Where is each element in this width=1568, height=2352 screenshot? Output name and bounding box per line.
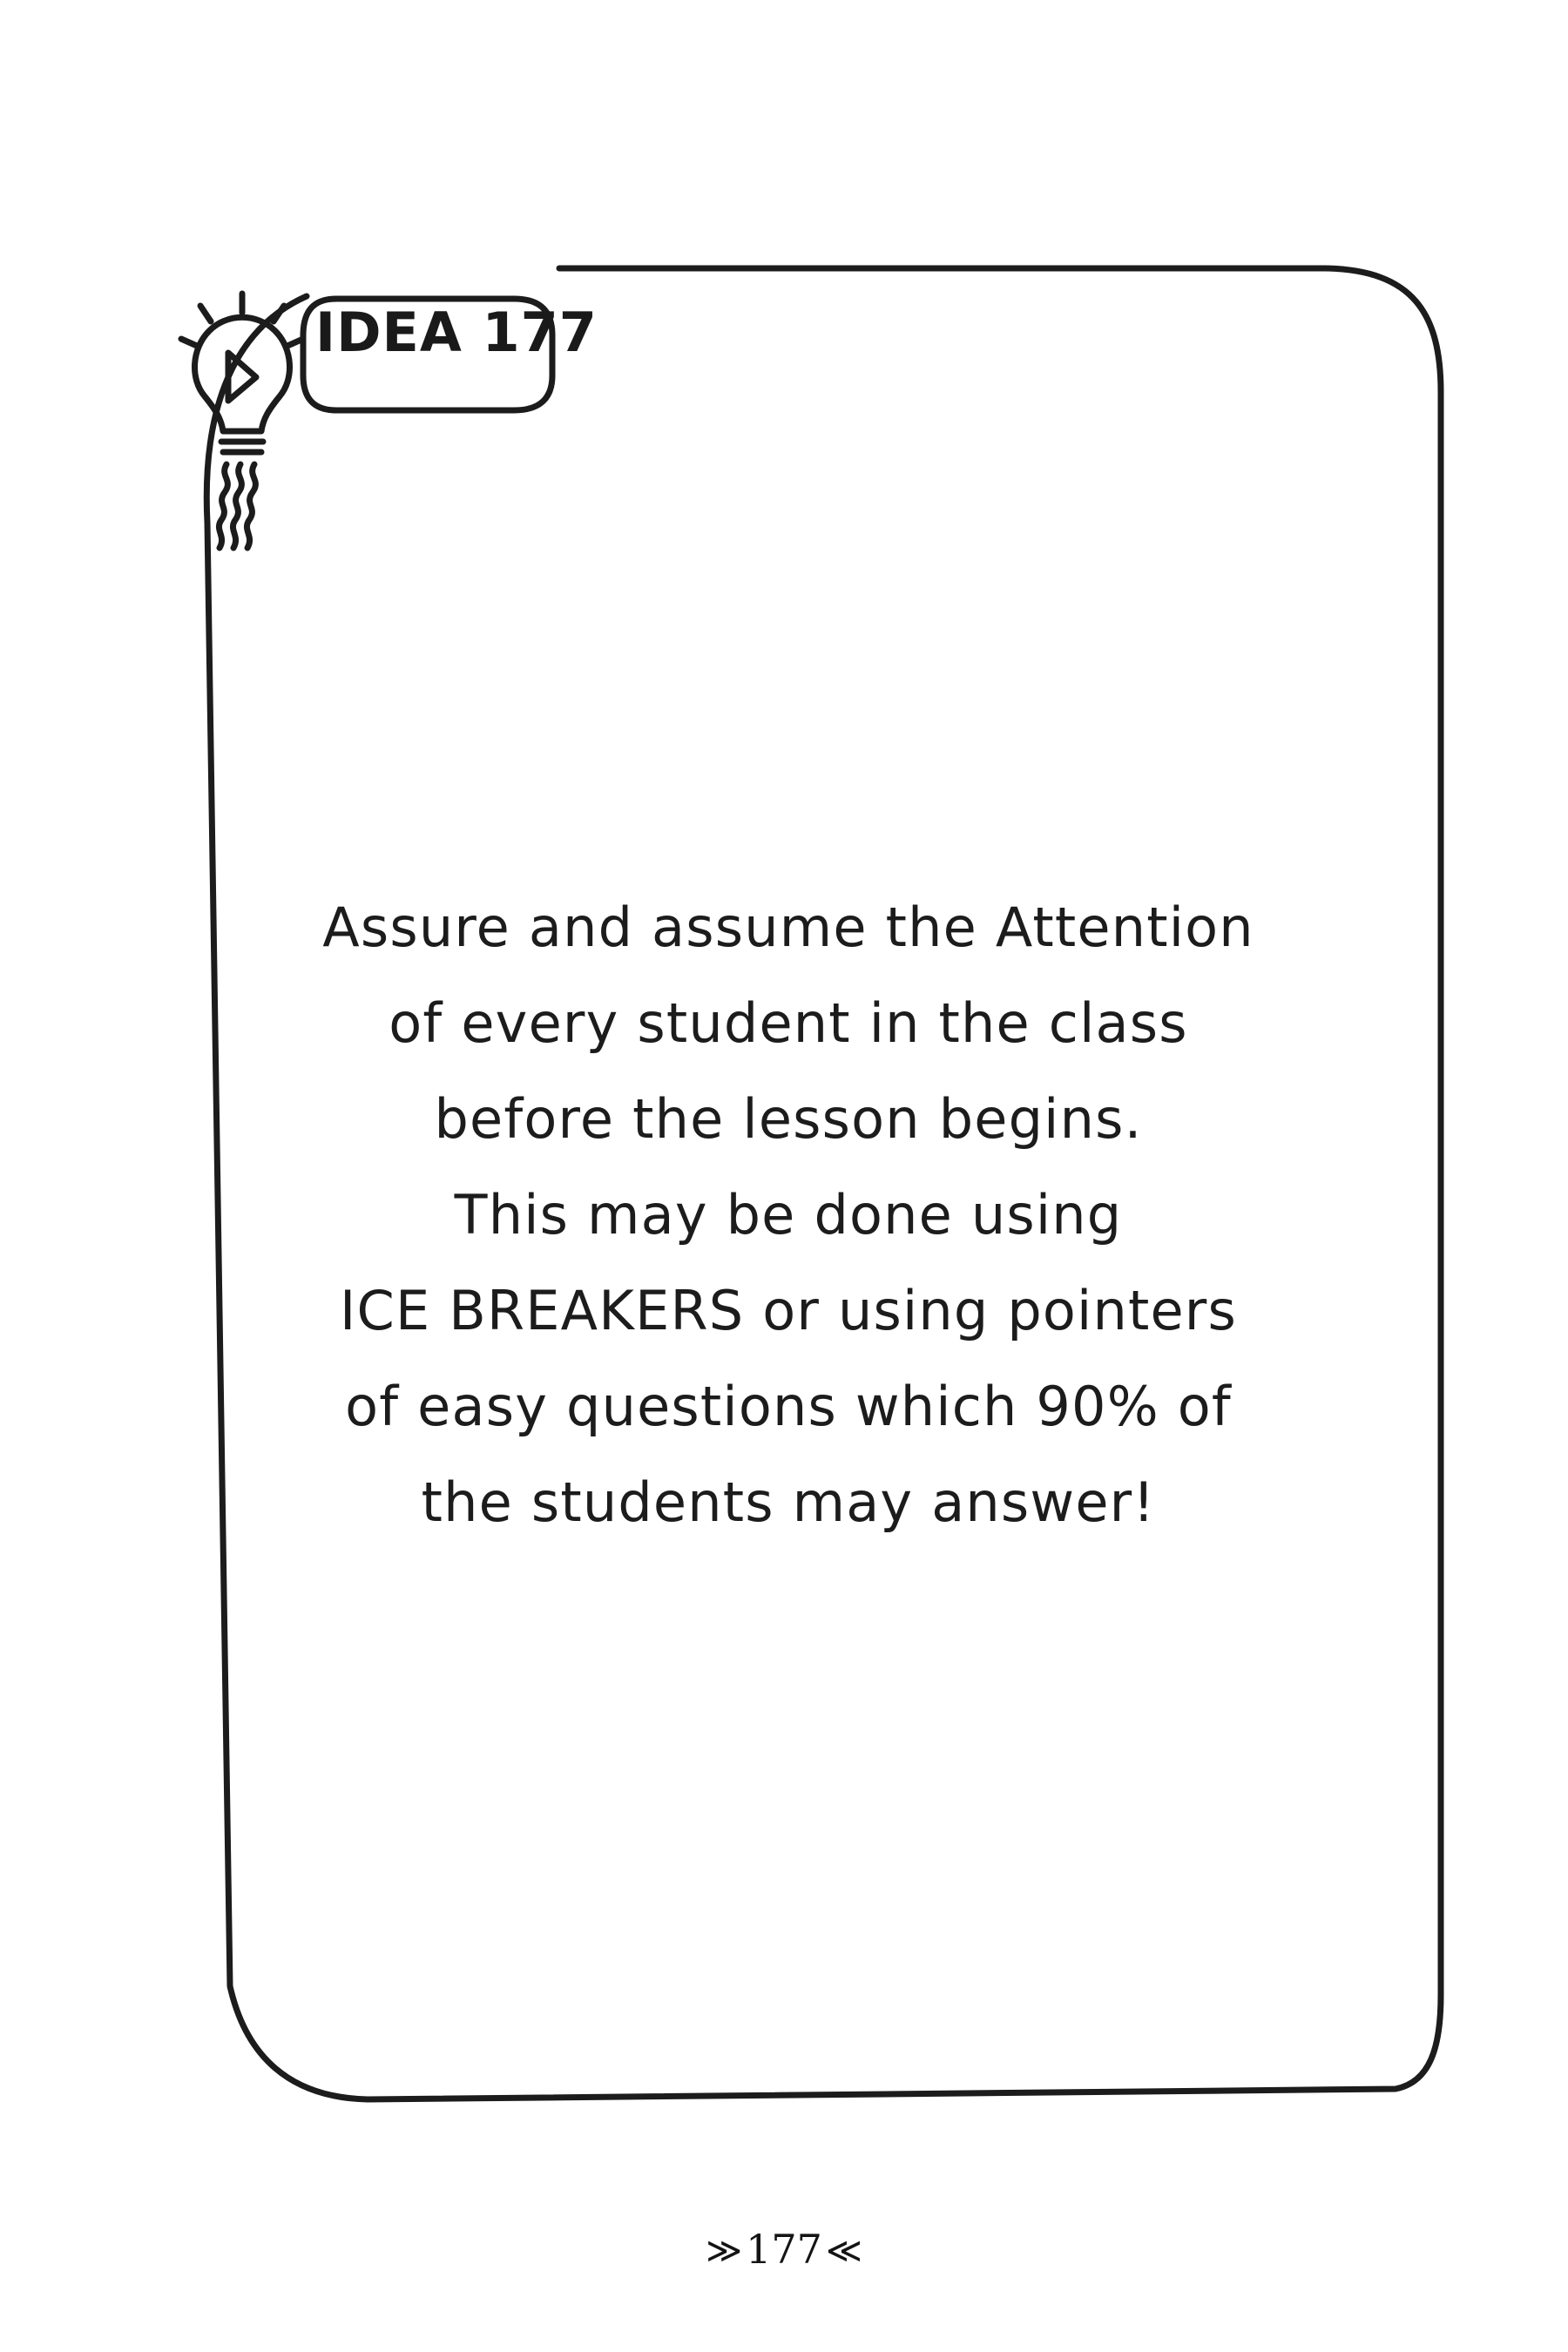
body-line: of easy questions which 90% of	[345, 1375, 1232, 1438]
page-footer	[0, 2226, 1568, 2273]
body-line: This may be done using	[454, 1183, 1123, 1247]
body-line: before the lesson begins.	[434, 1087, 1143, 1151]
body-line: of every student in the class	[389, 991, 1188, 1055]
lightbulb-icon	[181, 294, 303, 548]
idea-number-label: IDEA 177	[315, 301, 598, 364]
ornament-left-icon: ≫	[706, 2231, 743, 2271]
idea-body-text	[226, 880, 1350, 1551]
idea-badge	[166, 248, 706, 527]
ornament-right-icon: ≫	[825, 2231, 862, 2271]
body-line: Assure and assume the Attention	[322, 896, 1254, 959]
page-number: 177	[746, 2226, 822, 2273]
body-line: the students may answer!	[421, 1470, 1156, 1534]
body-line: ICE BREAKERS or using pointers	[340, 1279, 1237, 1342]
